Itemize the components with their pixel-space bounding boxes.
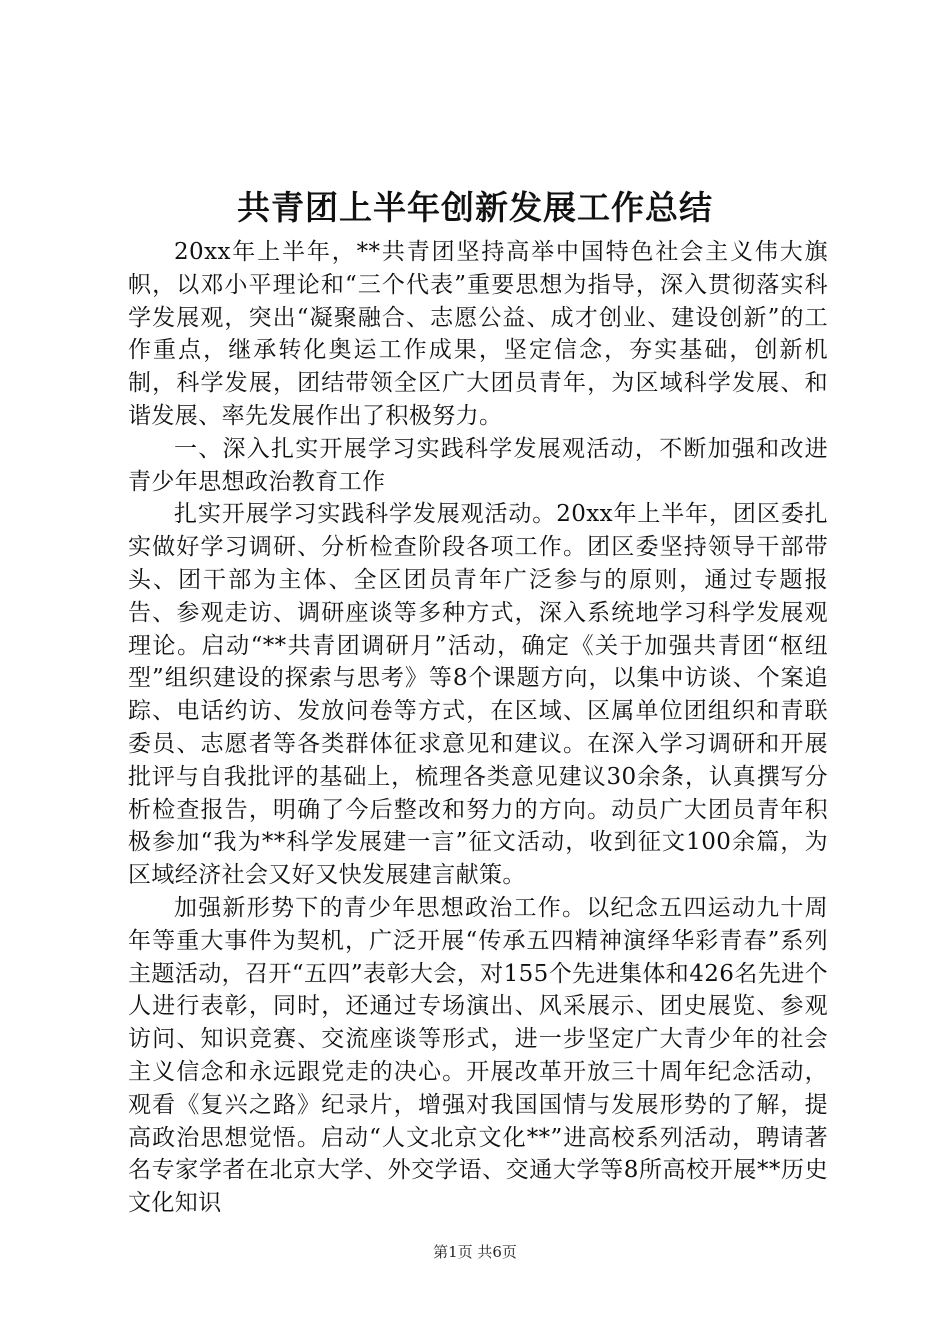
document-title: 共青团上半年创新发展工作总结	[237, 188, 713, 227]
document-body	[128, 236, 828, 1220]
paragraph-ideological-work: 加强新形势下的青少年思想政治工作。以纪念五四运动九十周年等重大事件为契机，广泛开展“传承五四精神演绎华彩青春”系列主题活动，召开“五四”表彰大会，对155个先进集体和426名先进个人进行表彰，同时，还通过专场演出、风采展示、团史展览、参观访问、知识竞赛、交流座谈等形式，进一步坚定广大青少年的社会主义信念和永远跟党走的决心。开展改革开放三十周年纪念活动，观看《复兴之路》纪录片，增强对我国国情与发展形势的了解，提高政治思想觉悟。启动“人文北京文化**”进高校系列活动，聘请著名专家学者在北京大学、外交学语、交通大学等8所高校开展**历史文化知识	[128, 894, 828, 1217]
section-heading-one: 一、深入扎实开展学习实践科学发展观活动，不断加强和改进青少年思想政治教育工作	[128, 435, 828, 495]
paragraph-intro: 20xx年上半年，**共青团坚持高举中国特色社会主义伟大旗帜，以邓小平理论和“三个代表”重要思想为指导，深入贯彻落实科学发展观，突出“凝聚融合、志愿公益、成才创业、建设创新”的工作重点，继承转化奥运工作成果，坚定信念，夯实基础，创新机制，科学发展，团结带领全区广大团员青年，为区域科学发展、和谐发展、率先发展作出了积极努力。	[128, 239, 828, 429]
page-number-footer: 第1页 共6页	[433, 1243, 517, 1261]
paragraph-study-practice: 扎实开展学习实践科学发展观活动。20xx年上半年，团区委扎实做好学习调研、分析检查阶段各项工作。团区委坚持领导干部带头、团干部为主体、全区团员青年广泛参与的原则，通过专题报告、参观走访、调研座谈等多种方式，深入系统地学习科学发展观理论。启动“**共青团调研月”活动，确定《关于加强共青团“枢纽型”组织建设的探索与思考》等8个课题方向，以集中访谈、个案追踪、电话约访、发放问卷等方式，在区域、区属单位团组织和青联委员、志愿者等各类群体征求意见和建议。在深入学习调研和开展批评与自我批评的基础上，梳理各类意见建议30余条，认真撰写分析检查报告，明确了今后整改和努力的方向。动员广大团员青年积极参加“我为**科学发展建一言”征文活动，收到征文100余篇，为区域经济社会又好又快发展建言献策。	[128, 501, 828, 889]
